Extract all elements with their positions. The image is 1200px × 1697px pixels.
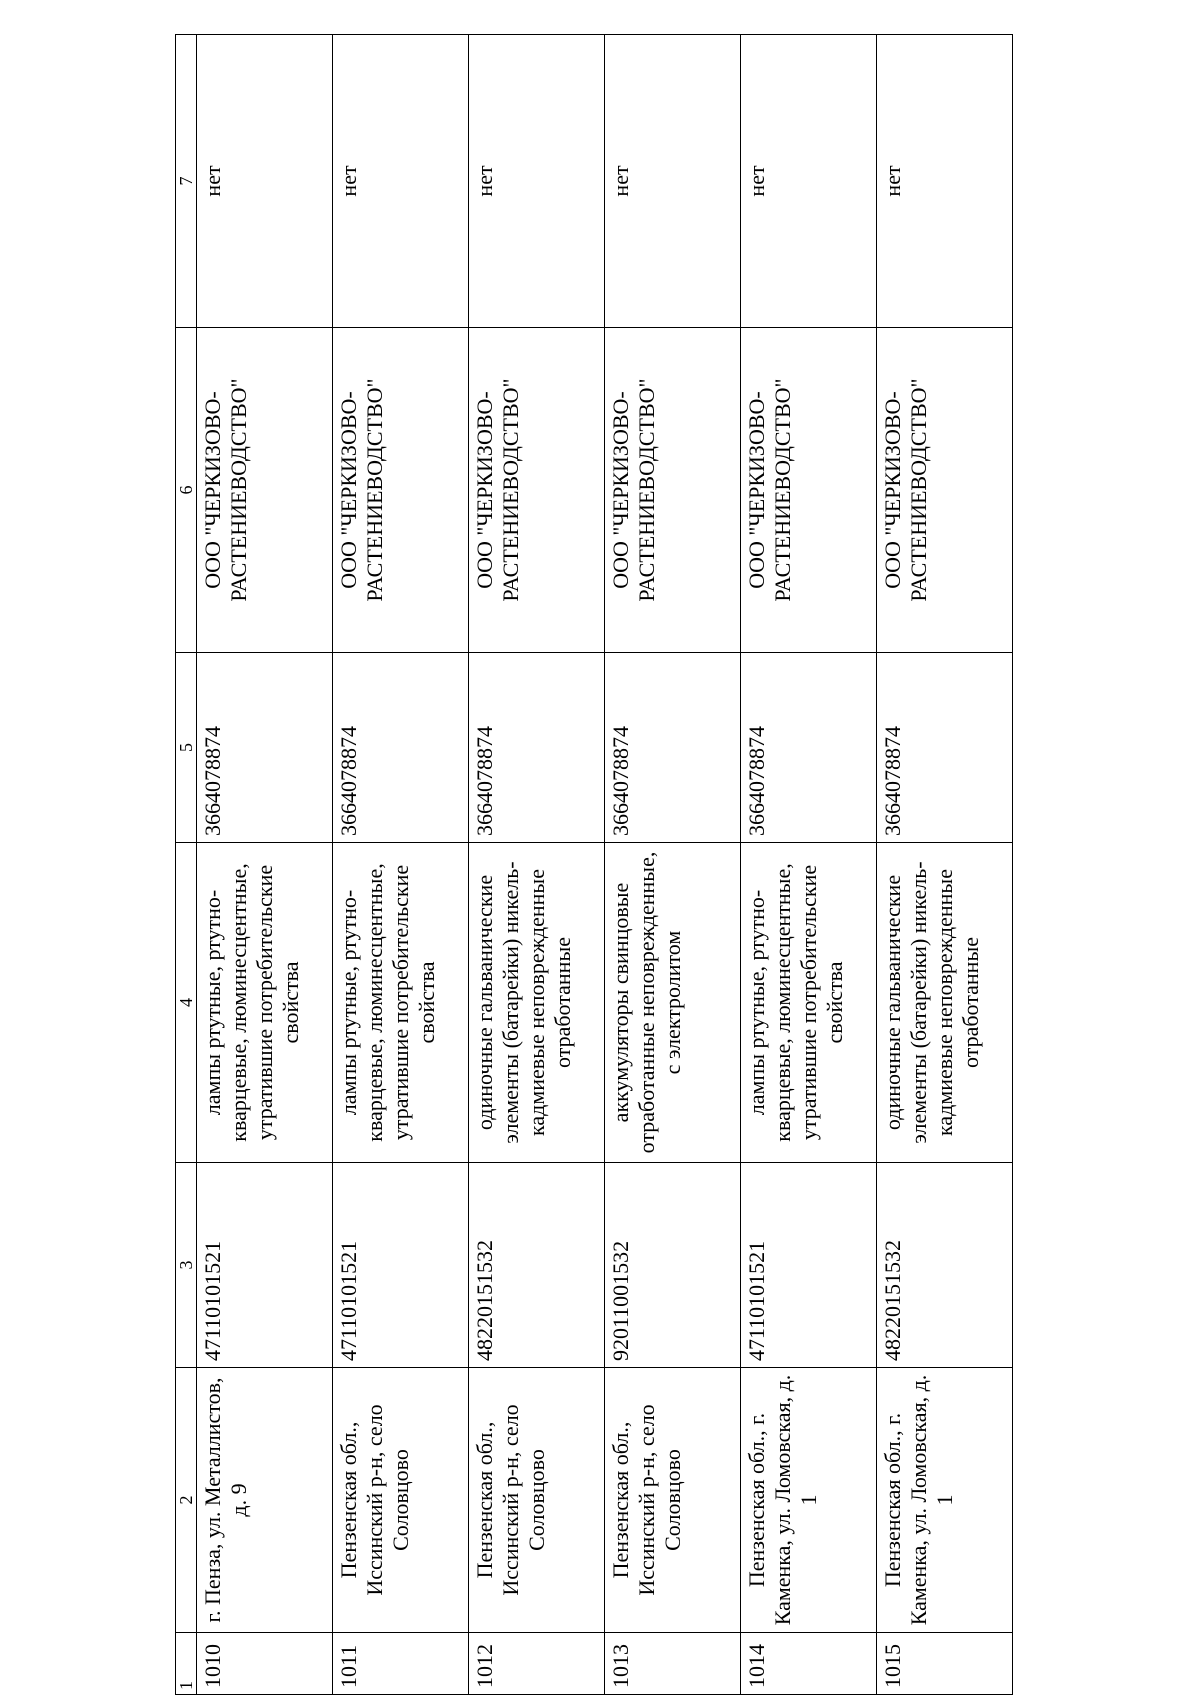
- column-header: 4: [176, 843, 197, 1163]
- column-header: 2: [176, 1368, 197, 1633]
- row-number-cell: 1015: [877, 1633, 1013, 1695]
- license-cell: нет: [605, 35, 741, 328]
- address-cell: Пензенская обл., Иссинский р-н, село Соловцово: [605, 1368, 741, 1633]
- inn-cell: 3664078874: [605, 653, 741, 843]
- row-number-cell: 1010: [197, 1633, 333, 1695]
- license-cell: нет: [741, 35, 877, 328]
- organization-cell: ООО "ЧЕРКИЗОВО-РАСТЕНИЕВОДСТВО": [605, 328, 741, 653]
- inn-cell: 3664078874: [469, 653, 605, 843]
- fkko-code-cell: 48220151532: [469, 1163, 605, 1368]
- inn-cell: 3664078874: [741, 653, 877, 843]
- waste-name-cell: аккумуляторы свинцовые отработанные неповрежденные, с электролитом: [605, 843, 741, 1163]
- license-cell: нет: [333, 35, 469, 328]
- address-cell: г. Пенза, ул. Металлистов, д. 9: [197, 1368, 333, 1633]
- organization-cell: ООО "ЧЕРКИЗОВО-РАСТЕНИЕВОДСТВО": [469, 328, 605, 653]
- address-cell: Пензенская обл., Иссинский р-н, село Соловцово: [333, 1368, 469, 1633]
- table-row: [469, 35, 605, 1695]
- table-row: [605, 35, 741, 1695]
- column-header: 7: [176, 35, 197, 328]
- fkko-code-cell: 92011001532: [605, 1163, 741, 1368]
- row-number-cell: 1012: [469, 1633, 605, 1695]
- fkko-code-cell: 47110101521: [333, 1163, 469, 1368]
- organization-cell: ООО "ЧЕРКИЗОВО-РАСТЕНИЕВОДСТВО": [333, 328, 469, 653]
- table-row: [333, 35, 469, 1695]
- waste-name-cell: одиночные гальванические элементы (батарейки) никель-кадмиевые неповрежденные отработанные: [877, 843, 1013, 1163]
- address-cell: Пензенская обл., Иссинский р-н, село Соловцово: [469, 1368, 605, 1633]
- column-header: 5: [176, 653, 197, 843]
- row-number-cell: 1014: [741, 1633, 877, 1695]
- table-row: [741, 35, 877, 1695]
- fkko-code-cell: 47110101521: [197, 1163, 333, 1368]
- license-cell: нет: [877, 35, 1013, 328]
- fkko-code-cell: 48220151532: [877, 1163, 1013, 1368]
- address-cell: Пензенская обл., г. Каменка, ул. Ломовская, д. 1: [877, 1368, 1013, 1633]
- inn-cell: 3664078874: [877, 653, 1013, 843]
- waste-name-cell: лампы ртутные, ртутно-кварцевые, люминесцентные, утратившие потребительские свойства: [333, 843, 469, 1163]
- column-number-row: [176, 35, 197, 1695]
- license-cell: нет: [469, 35, 605, 328]
- fkko-code-cell: 47110101521: [741, 1163, 877, 1368]
- column-header: 6: [176, 328, 197, 653]
- column-header: 1: [176, 1633, 197, 1695]
- waste-name-cell: одиночные гальванические элементы (батарейки) никель-кадмиевые неповрежденные отработанные: [469, 843, 605, 1163]
- organization-cell: ООО "ЧЕРКИЗОВО-РАСТЕНИЕВОДСТВО": [877, 328, 1013, 653]
- license-cell: нет: [197, 35, 333, 328]
- table-row: [877, 35, 1013, 1695]
- waste-name-cell: лампы ртутные, ртутно-кварцевые, люминесцентные, утратившие потребительские свойства: [741, 843, 877, 1163]
- inn-cell: 3664078874: [197, 653, 333, 843]
- row-number-cell: 1011: [333, 1633, 469, 1695]
- organization-cell: ООО "ЧЕРКИЗОВО-РАСТЕНИЕВОДСТВО": [741, 328, 877, 653]
- rotated-table-container: [175, 35, 1000, 1695]
- waste-registry-table: [175, 34, 1013, 1695]
- table-row: [197, 35, 333, 1695]
- organization-cell: ООО "ЧЕРКИЗОВО-РАСТЕНИЕВОДСТВО": [197, 328, 333, 653]
- row-number-cell: 1013: [605, 1633, 741, 1695]
- inn-cell: 3664078874: [333, 653, 469, 843]
- column-header: 3: [176, 1163, 197, 1368]
- address-cell: Пензенская обл., г. Каменка, ул. Ломовская, д. 1: [741, 1368, 877, 1633]
- waste-name-cell: лампы ртутные, ртутно-кварцевые, люминесцентные, утратившие потребительские свойства: [197, 843, 333, 1163]
